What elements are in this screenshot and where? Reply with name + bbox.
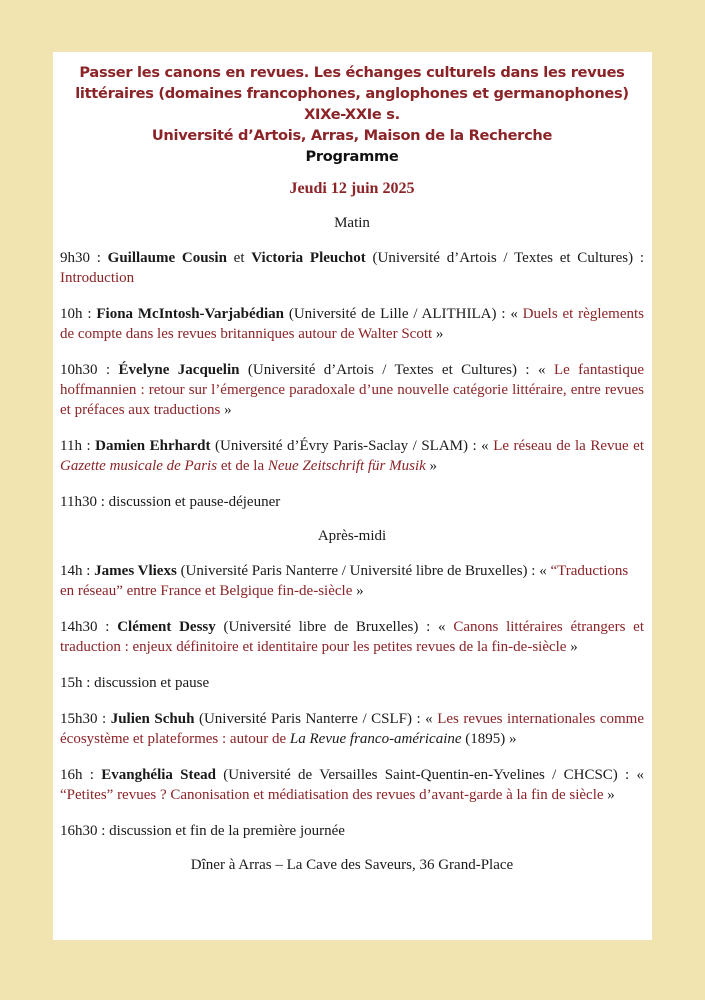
dinner-info: Dîner à Arras – La Cave des Saveurs, 36 Grand-Place [190, 857, 514, 873]
header [60, 62, 644, 167]
speaker-name: Evanghélia Stead [101, 767, 217, 783]
morning-label: Matin [334, 215, 370, 231]
speaker-name: Clément Dessy [117, 619, 216, 635]
speaker-name: Damien Ehrhardt [95, 438, 211, 454]
speaker-name: Victoria Pleuchot [251, 250, 366, 266]
program-entry: 16h : Evanghélia Stead (Université de Versailles Saint-Quentin-en-Yvelines / CHCSC) : « “Petites” revues ? Canonisation et médiatisation des revues d’avant-garde à la fin de siècle » [60, 767, 644, 803]
talk-title: Le réseau de la Revue et Gazette musicale de Paris et de la Neue Zeitschrift für Musik [60, 438, 644, 474]
speaker-name: Évelyne Jacquelin [118, 362, 240, 378]
program-entry: 14h : James Vliexs (Université Paris Nanterre / Université libre de Bruxelles) : « “Traductions en réseau” entre France et Belgique fin-de-siècle » [60, 563, 629, 599]
program-entry: 14h30 : Clément Dessy (Université libre de Bruxelles) : « Canons littéraires étrangers et traduction : enjeux définitoire et identitaire pour les petites revues de la fin-de-siècle » [60, 619, 645, 655]
talk-title: “Traductions en réseau” entre France et Belgique fin-de-siècle [60, 563, 629, 599]
speaker-name: Julien Schuh [110, 711, 195, 727]
header-title-line2: littéraires (domaines francophones, anglophones et germanophones) [75, 85, 629, 102]
day-heading: Jeudi 12 juin 2025 [289, 180, 415, 197]
talk-title: “Petites” revues ? Canonisation et médiatisation des revues d’avant-garde à la fin de siècle [60, 787, 604, 803]
program-break: 16h30 : discussion et fin de la première journée [60, 823, 345, 839]
speaker-name: James Vliexs [94, 563, 177, 579]
header-title-line3: XIXe-XXIe s. [304, 106, 400, 123]
speaker-name: Fiona McIntosh-Varjabédian [96, 306, 284, 322]
program-break: 15h : discussion et pause [60, 675, 210, 691]
program-entry: 15h30 : Julien Schuh (Université Paris Nanterre / CSLF) : « Les revues internationales comme écosystème et plateformes : autour de La Revue franco-américaine (1895) » [60, 711, 644, 747]
header-venue: Université d’Artois, Arras, Maison de la Recherche [151, 127, 553, 144]
program-page [53, 52, 652, 940]
program-entry: 10h : Fiona McIntosh-Varjabédian (Université de Lille / ALITHILA) : « Duels et règlements de compte dans les revues britanniques autour de Walter Scott » [60, 306, 644, 342]
talk-title: Le fantastique hoffmannien : retour sur l’émergence paradoxale d’une nouvelle catégorie littéraire, entre revues et préfaces aux traductions [60, 362, 644, 418]
afternoon-label: Après-midi [317, 528, 387, 544]
program-entry: 10h30 : Évelyne Jacquelin (Université d’Artois / Textes et Cultures) : « Le fantastique hoffmannien : retour sur l’émergence paradoxale d’une nouvelle catégorie littéraire, entre revues et préfaces aux traductions » [60, 362, 644, 418]
talk-title: Canons littéraires étrangers et traduction : enjeux définitoire et identitaire pour les petites revues de la fin-de-siècle [60, 619, 645, 655]
talk-title: Duels et règlements de compte dans les revues britanniques autour de Walter Scott [60, 306, 644, 342]
program-entry: 9h30 : Guillaume Cousin et Victoria Pleuchot (Université d’Artois / Textes et Cultures) : Introduction [60, 250, 645, 286]
talk-title: Les revues internationales comme écosystème et plateformes : autour de [60, 711, 644, 747]
header-title-line1: Passer les canons en revues. Les échanges culturels dans les revues [79, 64, 625, 81]
program-entry: 11h : Damien Ehrhardt (Université d’Évry Paris-Saclay / SLAM) : « Le réseau de la Revue et Gazette musicale de Paris et de la Neue Zeitschrift für Musik » [60, 438, 644, 474]
journal-title: La Revue franco-américaine [289, 731, 462, 747]
header-programme: Programme [305, 148, 399, 165]
talk-title: Introduction [60, 270, 135, 286]
speaker-name: Guillaume Cousin [107, 250, 227, 266]
program-break: 11h30 : discussion et pause-déjeuner [60, 494, 281, 510]
